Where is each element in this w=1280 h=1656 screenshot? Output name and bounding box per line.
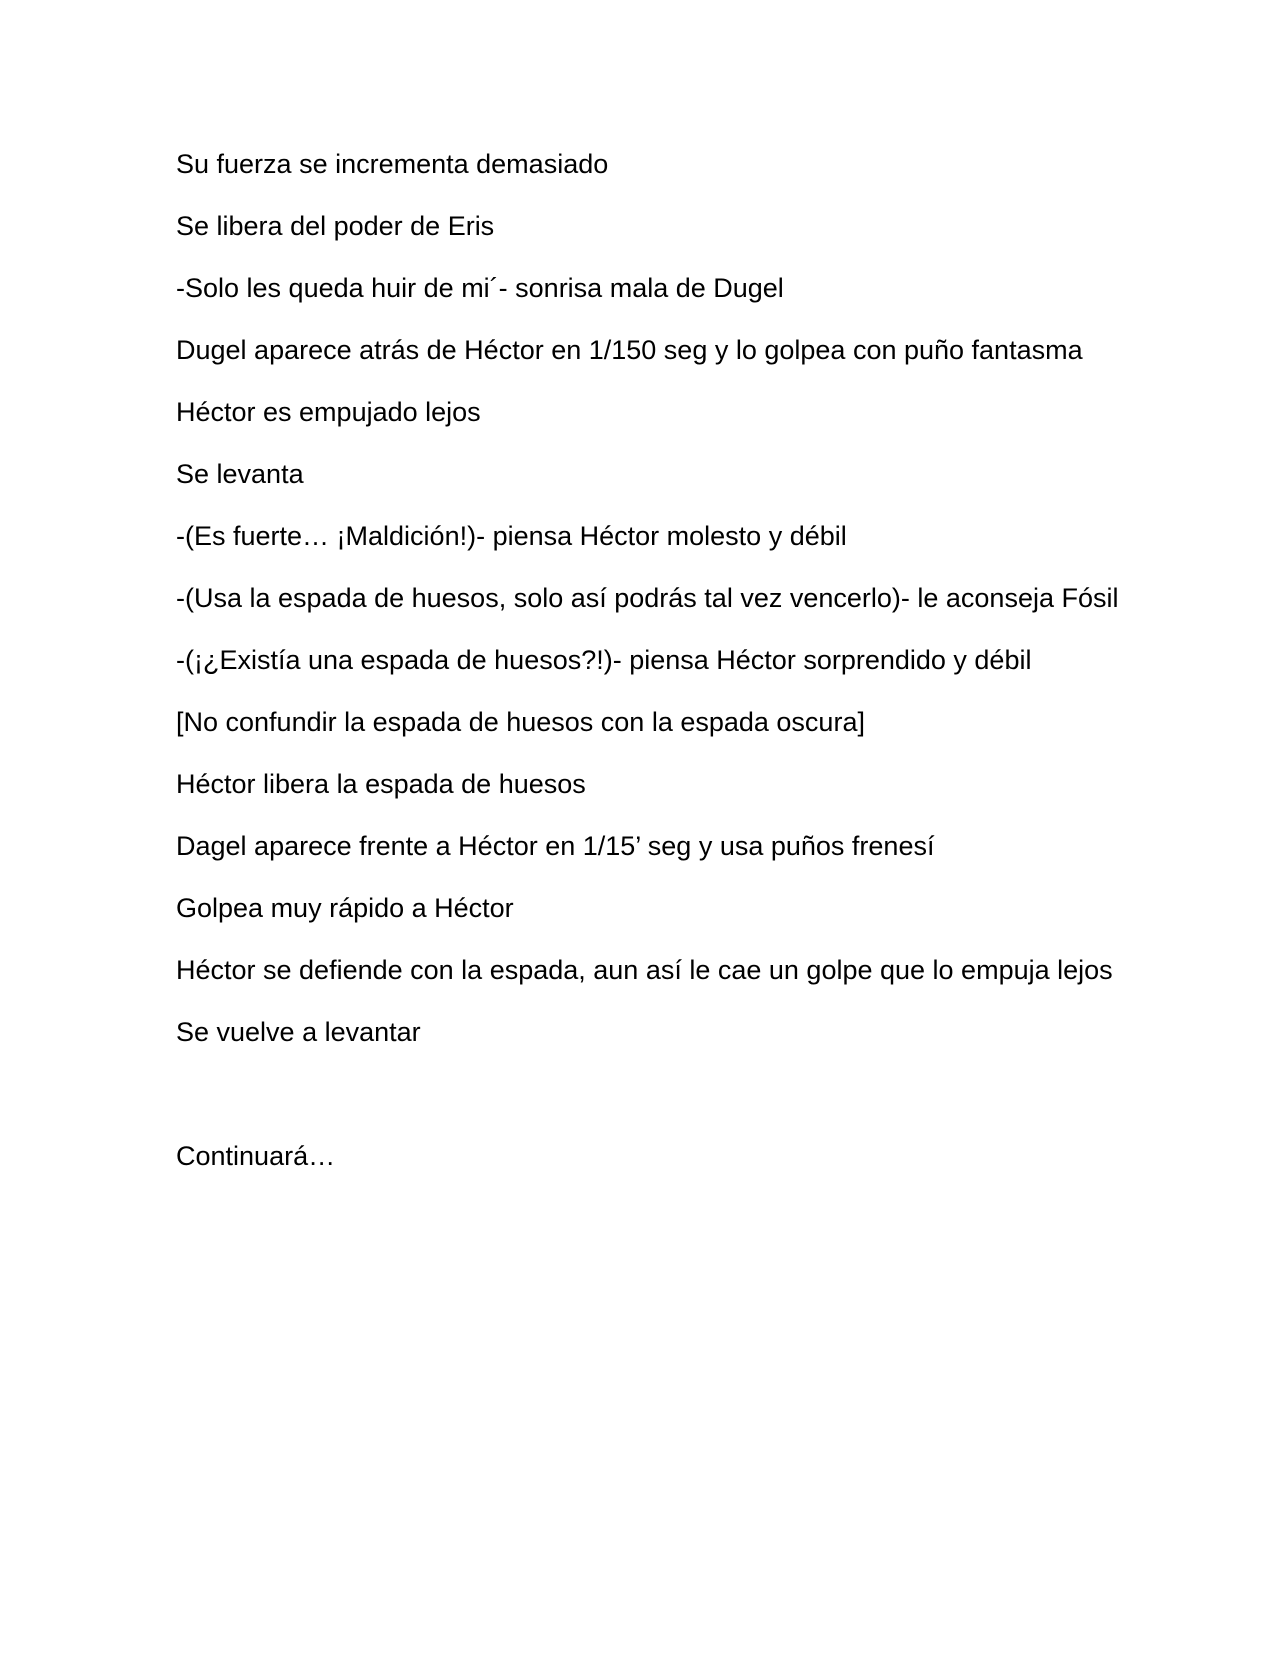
text-line: Héctor se defiende con la espada, aun así le cae un golpe que lo empuja lejos (176, 955, 1113, 985)
text-line: Se vuelve a levantar (176, 1017, 421, 1047)
text-line: Se libera del poder de Eris (176, 211, 495, 241)
text-line: [No confundir la espada de huesos con la espada oscura] (176, 707, 865, 737)
blank-line (176, 1076, 1186, 1138)
text-line: Héctor es empujado lejos (176, 397, 481, 427)
text-line: Dugel aparece atrás de Héctor en 1/150 seg y lo golpea con puño fantasma (176, 335, 1083, 365)
text-line: -(¡¿Existía una espada de huesos?!)- piensa Héctor sorprendido y débil (176, 645, 1032, 675)
text-line: -(Usa la espada de huesos, solo así podrás tal vez vencerlo)- le aconseja Fósil (176, 583, 1119, 613)
text-line: Dagel aparece frente a Héctor en 1/15’ seg y usa puños frenesí (176, 831, 935, 861)
text-line: -(Es fuerte… ¡Maldición!)- piensa Héctor molesto y débil (176, 521, 847, 551)
document-body (176, 146, 1186, 1200)
text-line: -Solo les queda huir de mi´- sonrisa mala de Dugel (176, 273, 784, 303)
text-line: Se levanta (176, 459, 304, 489)
text-line: Su fuerza se incrementa demasiado (176, 149, 609, 179)
text-line: Héctor libera la espada de huesos (176, 769, 586, 799)
closing-line: Continuará… (176, 1141, 336, 1171)
text-line: Golpea muy rápido a Héctor (176, 893, 514, 923)
